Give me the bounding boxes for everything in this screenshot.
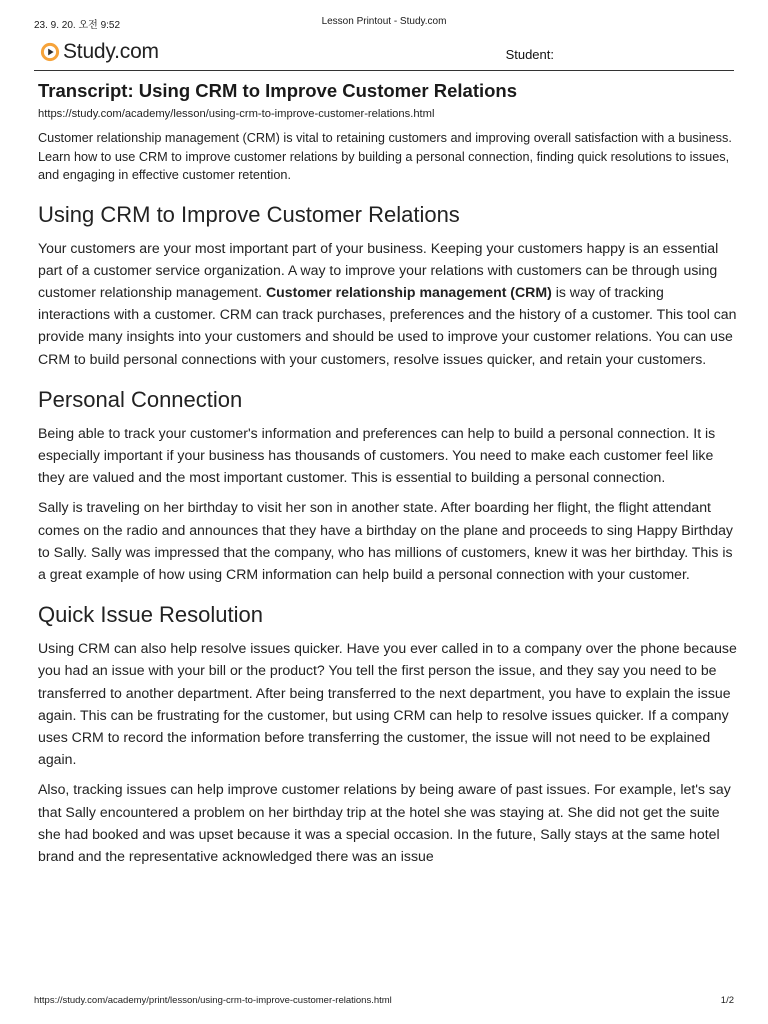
print-title: Lesson Printout - Study.com (321, 16, 447, 27)
student-label: Student: (505, 47, 554, 62)
paragraph: Being able to track your customer's information and preferences can help to build a personal connection. It is especially important if your business has thousands of customers. You need to make each customer feel like they are valued and the most important customer. This is essential to building a personal connection. (38, 424, 716, 486)
document-title: Transcript: Using CRM to Improve Customer Relations (38, 80, 518, 101)
section-heading-using-crm: Using CRM to Improve Customer Relations (38, 201, 460, 227)
print-date: 23. 9. 20. 오전 9:52 (34, 20, 121, 31)
paragraph: Using CRM can also help resolve issues quicker. Have you ever called in to a company over the phone because you had an issue with your bill or the product? You tell the first person the issue, and they say you need to be transferred to another department. After being transferred to the next department, you have to explain the issue again. This can be frustrating for the customer, but using CRM can help to resolve issues quicker. If a company uses CRM to record the information before transferring the customer, the issue will not need to be explained again. (38, 640, 737, 768)
page-number: 1/2 (720, 995, 734, 1006)
section-heading-quick-issue-resolution: Quick Issue Resolution (38, 602, 263, 628)
paragraph-text: Your customers are your most important part of your business. Keeping your customers happy is an essential part of a customer service organization. A way to improve your relations with customers can be through using customer relationship management. (38, 239, 719, 300)
crm-definition-term: Customer relationship management (CRM) (265, 283, 552, 300)
lesson-summary: Customer relationship management (CRM) is vital to retaining customers and improving overall satisfaction with a business. Learn how to use CRM to improve customer relations by building a personal connection, finding quick resolutions to issues, and engaging in effective customer retention. (38, 131, 732, 182)
section-heading-personal-connection: Personal Connection (38, 386, 243, 412)
paragraph: Also, tracking issues can help improve customer relations by being aware of past issues. For example, let's say that Sally encountered a problem on her birthday trip at the hotel she was staying at. She did not get the suite she had booked and was upset because it was a special occasion. In the future, Sally stays at the same hotel brand and the representative acknowledged there was an issue (38, 781, 731, 864)
footer-url: https://study.com/academy/print/lesson/using-crm-to-improve-customer-relations.html (34, 995, 392, 1006)
print-header (34, 16, 734, 30)
print-footer (34, 995, 734, 1007)
paragraph-text: is way of tracking interactions with a customer. CRM can track purchases, preferences and the history of a customer. This tool can provide many insights into your customers and should be used to improve your customer relations. You can use CRM to build personal connections with your customers, resolve issues quicker, and retain your customers. (38, 283, 737, 367)
lesson-content (38, 79, 738, 867)
document-url[interactable]: https://study.com/academy/lesson/using-crm-to-improve-customer-relations.html (38, 108, 435, 120)
study-com-logo[interactable] (40, 40, 159, 64)
paragraph: Sally is traveling on her birthday to visit her son in another state. After boarding her flight, the flight attendant comes on the radio and announces that they have a birthday on the plane and proceeds to sing Happy Birthday to Sally. Sally was impressed that the company, who has millions of customers, knew it was her birthday. This is a great example of how using CRM information can help build a personal connection with your customer. (38, 499, 733, 582)
play-circle-icon (40, 42, 60, 62)
brand-row (40, 40, 734, 70)
paragraph (38, 237, 738, 370)
header-divider (34, 70, 734, 71)
logo-text: Study.com (63, 40, 159, 63)
